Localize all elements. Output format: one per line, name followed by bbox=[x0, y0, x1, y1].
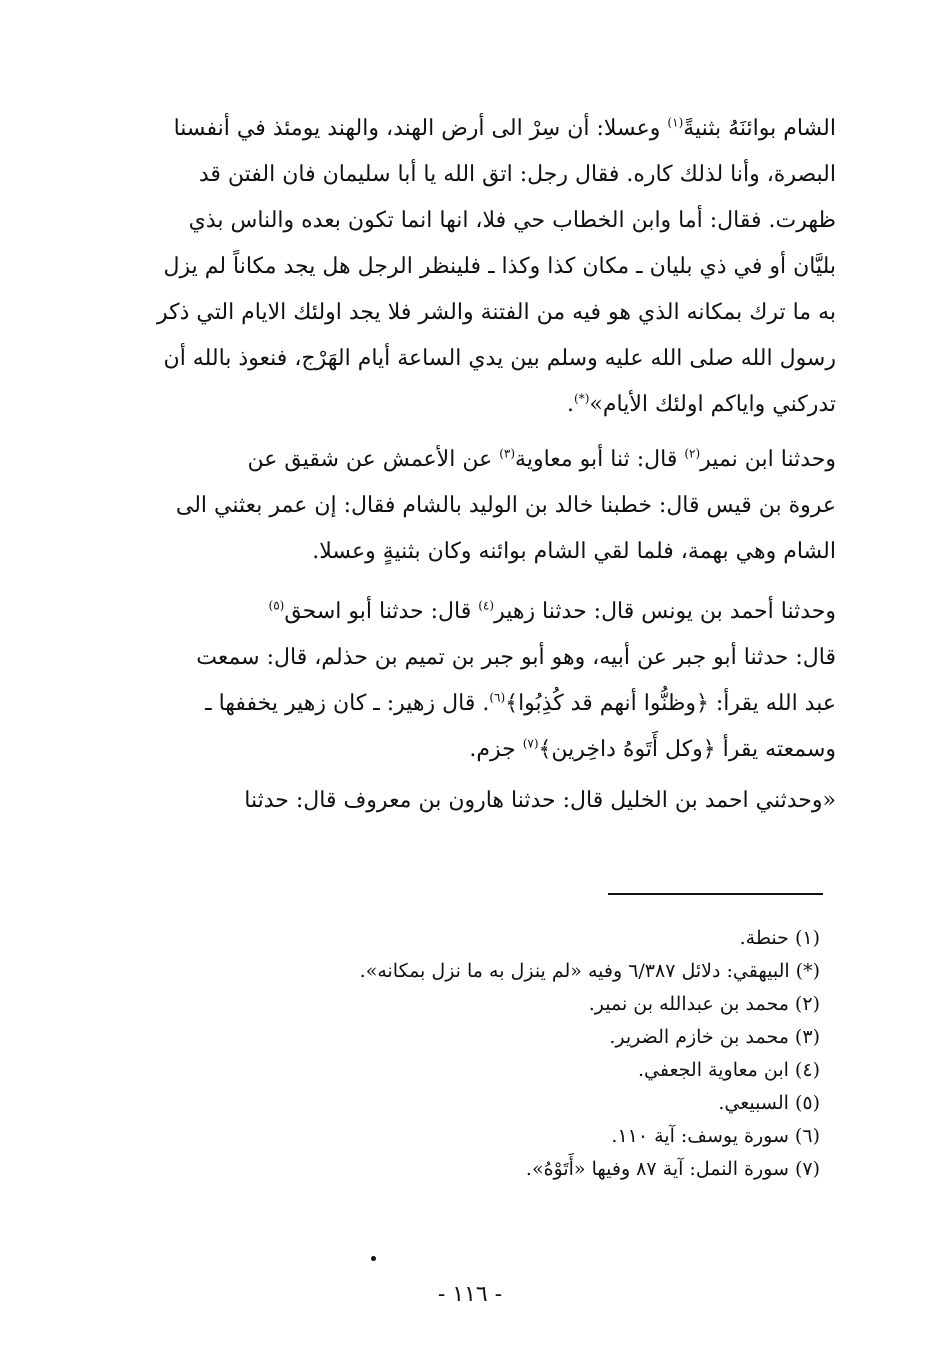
footnote: (٦) سورة يوسف: آية ١١٠. bbox=[611, 1125, 820, 1147]
footnote-marker: (١) bbox=[667, 115, 684, 130]
text-line: وحدثنا ابن نمير$^{(٢)}$ قال: ثنا أبو معاوية$^{(٣)}$ عن الأعمش عن شقيق عن bbox=[247, 446, 836, 472]
footnote: (٥) السبيعي. bbox=[718, 1092, 820, 1114]
ink-dot bbox=[371, 1256, 376, 1261]
text-line: البصرة، وأنا لذلك كاره. فقال رجل: اتق الله يا أبا سليمان فان الفتن قد bbox=[198, 162, 836, 187]
footnote-separator bbox=[608, 893, 823, 895]
text-line: به ما ترك بمكانه الذي هو فيه من الفتنة والشر فلا يجد اولئك الايام التي ذكر bbox=[156, 300, 836, 325]
text-line: بليَّان أو في ذي بليان ـ مكان كذا وكذا ـ فلينظر الرجل هل يجد مكاناً لم يزل bbox=[163, 254, 836, 279]
footnote-marker: (٦) bbox=[489, 690, 506, 705]
text-line: «وحدثني احمد بن الخليل قال: حدثنا هارون بن معروف قال: حدثنا bbox=[244, 788, 836, 813]
footnote-marker: (٢) bbox=[684, 446, 701, 461]
footnote-marker: (*) bbox=[574, 391, 590, 406]
paragraph-1 bbox=[120, 106, 836, 428]
paragraph-3 bbox=[120, 589, 836, 773]
paragraph-4 bbox=[120, 778, 836, 824]
text-line: الشام وهي بهمة، فلما لقي الشام بوائنه وكان بثنيةٍ وعسلا. bbox=[312, 539, 836, 564]
footnote: (٢) محمد بن عبدالله بن نمير. bbox=[588, 993, 820, 1015]
text-line: عبد الله يقرأ: ﴿وظنُّوا أنهم قد كُذِبُوا﴾$^{(٦)}$. قال زهير: ـ كان زهير يخففها ـ bbox=[205, 690, 836, 716]
text-line: الشام بوائنَهُ بثنيةً$^{(١)}$ وعسلا: أن سِرْ الى أرض الهند، والهند يومئذ في أنفسنا bbox=[173, 115, 836, 141]
page-number: - ١١٦ - bbox=[437, 1282, 503, 1307]
text-line: تدركني واياكم اولئك الأيام»(*). bbox=[567, 391, 836, 417]
text-line: عروة بن قيس قال: خطبنا خالد بن الوليد بالشام فقال: إن عمر بعثني الى bbox=[175, 493, 836, 518]
footnote: (١) حنطة. bbox=[739, 927, 820, 949]
text-line: رسول الله صلى الله عليه وسلم بين يدي الساعة أيام الهَرْج، فنعوذ بالله أن bbox=[163, 346, 836, 371]
footnote-marker: (٥) bbox=[268, 598, 285, 613]
footnotes-list bbox=[300, 922, 820, 1186]
text-line: قال: حدثنا أبو جبر عن أبيه، وهو أبو جبر بن تميم بن حذلم، قال: سمعت bbox=[196, 645, 836, 670]
text-line: ظهرت. فقال: أما وابن الخطاب حي فلا، انها انما تكون بعده والناس بذي bbox=[188, 208, 836, 233]
text-line: وحدثنا أحمد بن يونس قال: حدثنا زهير$^{(٤)}$ قال: حدثنا أبو اسحق$^{(٥)}$ bbox=[268, 598, 836, 624]
footnote-marker: (٧) bbox=[522, 736, 539, 751]
footnote: (٣) محمد بن خازم الضرير. bbox=[609, 1026, 820, 1048]
footnote: (٧) سورة النمل: آية ٨٧ وفيها «أَتَوْهُ». bbox=[525, 1158, 820, 1180]
text-line: وسمعته يقرأ ﴿وكل أَتَوهُ داخِرين﴾$^{(٧)}$ جزم. bbox=[469, 736, 836, 762]
footnote: (*) البيهقي: دلائل ٦/٣٨٧ وفيه «لم ينزل به ما نزل بمكانه». bbox=[359, 960, 820, 982]
footnote-marker: (٤) bbox=[478, 598, 495, 613]
paragraph-2 bbox=[120, 437, 836, 575]
footnote-marker: (٣) bbox=[499, 446, 516, 461]
footnote: (٤) ابن معاوية الجعفي. bbox=[638, 1059, 820, 1081]
